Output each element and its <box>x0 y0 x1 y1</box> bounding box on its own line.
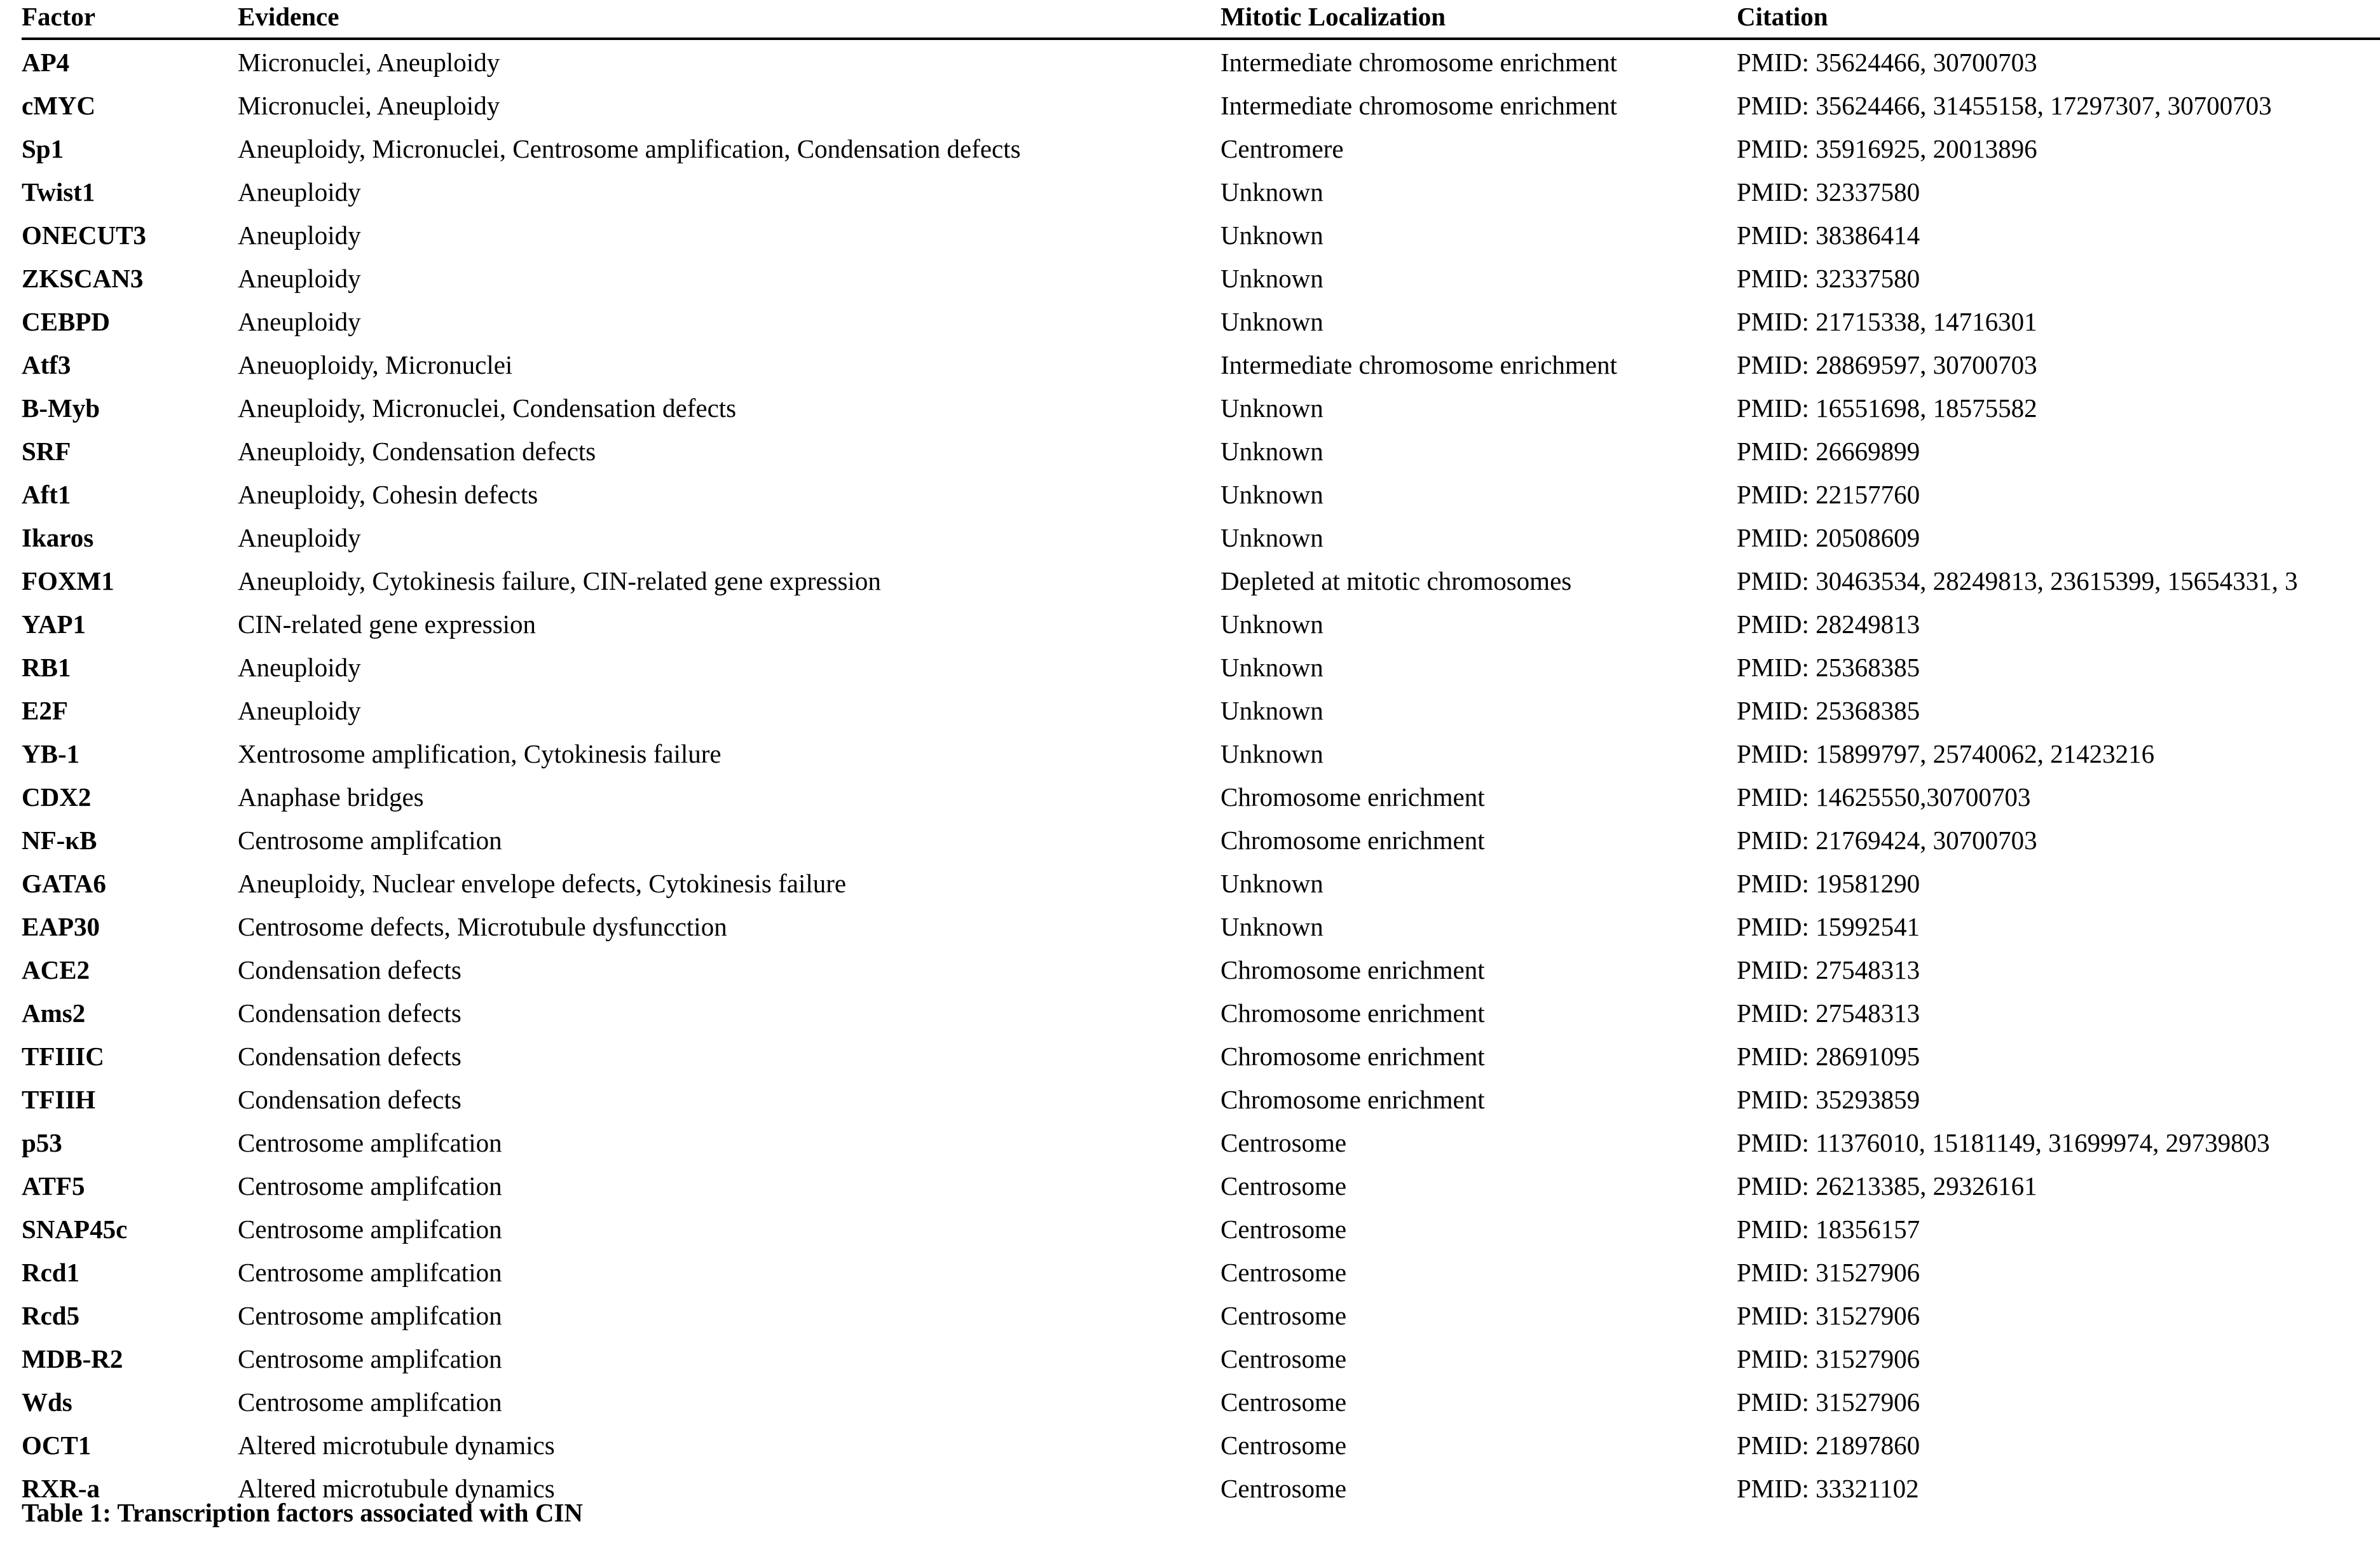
cell-evidence: Aneuploidy, Cytokinesis failure, CIN-related gene expression <box>238 566 881 596</box>
cell-mitotic-localization: Chromosome enrichment <box>1221 955 1485 984</box>
table-row <box>22 303 2380 346</box>
table-row <box>22 1254 2380 1297</box>
cell-citation <box>1737 692 2380 735</box>
citation-text: PMID: 28691095 <box>1737 1044 1920 1070</box>
table-row <box>22 562 2380 606</box>
cell-citation <box>1737 1297 2380 1340</box>
table-row <box>22 908 2380 951</box>
cell-citation <box>1737 217 2380 260</box>
cell-factor: Aft1 <box>22 480 71 509</box>
cell-mitotic-localization: Unknown <box>1221 393 1323 423</box>
citation-text: PMID: 38386414 <box>1737 222 1920 248</box>
table-row <box>22 87 2380 130</box>
citation-text: PMID: 25368385 <box>1737 655 1920 681</box>
citation-text: PMID: 35916925, 20013896 <box>1737 136 2037 162</box>
citation-text: PMID: 31527906 <box>1737 1260 1920 1286</box>
table-row <box>22 217 2380 260</box>
citation-text: PMID: 15899797, 25740062, 21423216 <box>1737 741 2155 767</box>
cell-evidence: Altered microtubule dynamics <box>238 1431 555 1460</box>
table-row <box>22 1297 2380 1340</box>
cell-mitotic-localization: Unknown <box>1221 523 1323 552</box>
citation-text: PMID: 15992541 <box>1737 914 1920 940</box>
cell-evidence: Micronuclei, Aneuploidy <box>238 48 500 77</box>
citation-text: PMID: 25368385 <box>1737 698 1920 724</box>
cell-citation <box>1737 735 2380 779</box>
cell-evidence: Xentrosome amplification, Cytokinesis failure <box>238 739 722 768</box>
cell-factor: Ikaros <box>22 523 94 552</box>
cell-evidence: Aneuploidy, Cohesin defects <box>238 480 538 509</box>
citation-text: PMID: 35624466, 30700703 <box>1737 50 2037 76</box>
table-row <box>22 1167 2380 1211</box>
column-header-evidence: Evidence <box>238 4 1221 39</box>
cell-evidence: Centrosome amplifcation <box>238 826 502 855</box>
table-row <box>22 519 2380 562</box>
cell-mitotic-localization: Unknown <box>1221 177 1323 207</box>
cell-citation <box>1737 865 2380 908</box>
cell-mitotic-localization: Chromosome enrichment <box>1221 1042 1485 1071</box>
column-header-factor: Factor <box>22 4 238 39</box>
cell-evidence: Aneuploidy <box>238 307 361 336</box>
cell-citation <box>1737 346 2380 390</box>
table-row <box>22 260 2380 303</box>
cell-evidence: Aneuploidy <box>238 696 361 725</box>
citation-text: PMID: 31527906 <box>1737 1389 1920 1415</box>
cell-factor: OCT1 <box>22 1431 92 1460</box>
table-row <box>22 433 2380 476</box>
citation-text: PMID: 16551698, 18575582 <box>1737 395 2037 421</box>
cell-factor: Rcd1 <box>22 1258 80 1287</box>
cell-factor: TFIIIC <box>22 1042 104 1071</box>
cell-citation <box>1737 951 2380 995</box>
cell-citation <box>1737 1211 2380 1254</box>
citation-text: PMID: 21769424, 30700703 <box>1737 827 2037 854</box>
cell-mitotic-localization: Chromosome enrichment <box>1221 998 1485 1028</box>
cell-factor: TFIIH <box>22 1085 96 1114</box>
citation-text: PMID: 26669899 <box>1737 439 1920 465</box>
header-double-rule <box>22 39 2380 44</box>
citation-text: PMID: 19581290 <box>1737 871 1920 897</box>
citation-text: PMID: 27548313 <box>1737 957 1920 983</box>
cell-factor: Rcd5 <box>22 1301 80 1330</box>
cell-citation <box>1737 433 2380 476</box>
citation-text: PMID: 33321102 <box>1737 1476 1919 1502</box>
cell-citation <box>1737 908 2380 951</box>
citation-text: PMID: 32337580 <box>1737 179 1920 205</box>
cell-mitotic-localization: Centrosome <box>1221 1128 1347 1157</box>
cell-citation <box>1737 390 2380 433</box>
table-row <box>22 346 2380 390</box>
table-row <box>22 735 2380 779</box>
cell-evidence: Aneuploidy <box>238 177 361 207</box>
cell-factor: SNAP45c <box>22 1215 128 1244</box>
citation-text: PMID: 21715338, 14716301 <box>1737 309 2037 335</box>
cell-factor: RB1 <box>22 653 71 682</box>
citation-text: PMID: 31527906 <box>1737 1346 1920 1372</box>
cell-citation <box>1737 1340 2380 1384</box>
cell-factor: ZKSCAN3 <box>22 264 144 293</box>
table-row <box>22 606 2380 649</box>
table-row <box>22 476 2380 519</box>
cin-transcription-factor-table <box>22 4 2380 1513</box>
cell-factor: MDB-R2 <box>22 1344 123 1373</box>
cell-factor: YAP1 <box>22 609 86 639</box>
table-row <box>22 1124 2380 1167</box>
cell-citation <box>1737 1254 2380 1297</box>
cell-factor: YB-1 <box>22 739 80 768</box>
cell-mitotic-localization: Unknown <box>1221 221 1323 250</box>
cell-citation <box>1737 562 2380 606</box>
cell-evidence: CIN-related gene expression <box>238 609 537 639</box>
cell-citation <box>1737 1470 2380 1513</box>
cell-citation <box>1737 130 2380 174</box>
cell-factor: CEBPD <box>22 307 110 336</box>
cell-citation <box>1737 87 2380 130</box>
cell-mitotic-localization: Chromosome enrichment <box>1221 826 1485 855</box>
cell-mitotic-localization: Intermediate chromosome enrichment <box>1221 350 1617 379</box>
cell-evidence: Anaphase bridges <box>238 782 424 812</box>
citation-text: PMID: 22157760 <box>1737 482 1920 508</box>
citation-text: PMID: 21897860 <box>1737 1433 1920 1459</box>
cell-mitotic-localization: Unknown <box>1221 739 1323 768</box>
cell-mitotic-localization: Centrosome <box>1221 1344 1347 1373</box>
cell-factor: ATF5 <box>22 1171 85 1201</box>
cell-evidence: Condensation defects <box>238 1042 462 1071</box>
table-row <box>22 649 2380 692</box>
table-row <box>22 692 2380 735</box>
cell-mitotic-localization: Centrosome <box>1221 1474 1347 1503</box>
column-header-citation: Citation <box>1737 4 2380 39</box>
cell-citation <box>1737 519 2380 562</box>
cell-factor: GATA6 <box>22 869 106 898</box>
cell-mitotic-localization: Intermediate chromosome enrichment <box>1221 48 1617 77</box>
cell-factor: SRF <box>22 437 71 466</box>
cell-citation <box>1737 606 2380 649</box>
cell-factor: Twist1 <box>22 177 95 207</box>
cell-mitotic-localization: Unknown <box>1221 653 1323 682</box>
cell-citation <box>1737 1167 2380 1211</box>
cell-evidence: Aneuploidy, Micronuclei, Condensation defects <box>238 393 737 423</box>
cell-factor: RXR-a <box>22 1474 100 1503</box>
cell-mitotic-localization: Centromere <box>1221 134 1344 163</box>
table-row <box>22 174 2380 217</box>
cell-mitotic-localization: Centrosome <box>1221 1431 1347 1460</box>
table-row <box>22 822 2380 865</box>
cell-factor: Atf3 <box>22 350 71 379</box>
cell-evidence: Aneuploidy, Condensation defects <box>238 437 596 466</box>
cell-mitotic-localization: Chromosome enrichment <box>1221 1085 1485 1114</box>
cell-evidence: Centrosome amplifcation <box>238 1344 502 1373</box>
table-row <box>22 1038 2380 1081</box>
cell-citation <box>1737 303 2380 346</box>
cell-mitotic-localization: Centrosome <box>1221 1215 1347 1244</box>
cell-factor: FOXM1 <box>22 566 114 596</box>
cell-citation <box>1737 1384 2380 1427</box>
cell-mitotic-localization: Unknown <box>1221 869 1323 898</box>
table-row <box>22 995 2380 1038</box>
cell-evidence: Aneuploidy, Nuclear envelope defects, Cytokinesis failure <box>238 869 847 898</box>
cell-citation <box>1737 476 2380 519</box>
citation-text: PMID: 35624466, 31455158, 17297307, 30700703 <box>1737 93 2272 119</box>
citation-text: PMID: 28869597, 30700703 <box>1737 352 2037 378</box>
citation-text: PMID: 31527906 <box>1737 1303 1920 1329</box>
cell-mitotic-localization: Unknown <box>1221 307 1323 336</box>
citation-text: PMID: 30463534, 28249813, 23615399, 15654331, 3 <box>1737 568 2298 594</box>
cell-mitotic-localization: Centrosome <box>1221 1171 1347 1201</box>
table-row <box>22 390 2380 433</box>
cell-factor: Ams2 <box>22 998 86 1028</box>
citation-text: PMID: 27548313 <box>1737 1000 1920 1026</box>
cell-mitotic-localization: Centrosome <box>1221 1387 1347 1417</box>
cell-mitotic-localization: Centrosome <box>1221 1258 1347 1287</box>
cell-factor: cMYC <box>22 91 96 120</box>
cell-factor: B-Myb <box>22 393 100 423</box>
citation-text: PMID: 20508609 <box>1737 525 1920 551</box>
cell-evidence: Centrosome defects, Microtubule dysfuncction <box>238 912 727 941</box>
cell-factor: ONECUT3 <box>22 221 146 250</box>
cell-factor: p53 <box>22 1128 62 1157</box>
cell-mitotic-localization: Unknown <box>1221 609 1323 639</box>
cell-evidence: Condensation defects <box>238 998 462 1028</box>
cell-mitotic-localization: Unknown <box>1221 480 1323 509</box>
cell-factor: CDX2 <box>22 782 92 812</box>
cell-evidence: Centrosome amplifcation <box>238 1171 502 1201</box>
table-row <box>22 44 2380 87</box>
cell-factor: AP4 <box>22 48 70 77</box>
cell-mitotic-localization: Unknown <box>1221 696 1323 725</box>
cell-evidence: Centrosome amplifcation <box>238 1301 502 1330</box>
cell-evidence: Aneuploidy <box>238 653 361 682</box>
cell-mitotic-localization: Unknown <box>1221 264 1323 293</box>
cell-evidence: Aneuploidy <box>238 264 361 293</box>
citation-text: PMID: 14625550,30700703 <box>1737 784 2031 810</box>
cell-evidence: Aneuoploidy, Micronuclei <box>238 350 513 379</box>
cell-evidence: Centrosome amplifcation <box>238 1258 502 1287</box>
cell-evidence: Altered microtubule dynamics <box>238 1474 555 1503</box>
table-row <box>22 1340 2380 1384</box>
cell-citation <box>1737 1081 2380 1124</box>
table-body <box>22 39 2380 1513</box>
cell-citation <box>1737 174 2380 217</box>
cell-citation <box>1737 44 2380 87</box>
table-caption: Table 1: Transcription factors associated with CIN <box>22 1498 584 1527</box>
table-row <box>22 130 2380 174</box>
cell-evidence: Aneuploidy <box>238 523 361 552</box>
cell-citation <box>1737 995 2380 1038</box>
cell-evidence: Condensation defects <box>238 1085 462 1114</box>
cell-evidence: Micronuclei, Aneuploidy <box>238 91 500 120</box>
column-header-mitotic-localization: Mitotic Localization <box>1221 4 1737 39</box>
cell-factor: EAP30 <box>22 912 100 941</box>
cell-citation <box>1737 822 2380 865</box>
cell-mitotic-localization: Unknown <box>1221 437 1323 466</box>
cell-factor: Wds <box>22 1387 72 1417</box>
table-row <box>22 1211 2380 1254</box>
cell-factor: ACE2 <box>22 955 90 984</box>
cell-evidence: Centrosome amplifcation <box>238 1128 502 1157</box>
cell-evidence: Condensation defects <box>238 955 462 984</box>
cell-citation <box>1737 1038 2380 1081</box>
table-row <box>22 1384 2380 1427</box>
cell-evidence: Aneuploidy <box>238 221 361 250</box>
table-row <box>22 779 2380 822</box>
table-row <box>22 865 2380 908</box>
cell-citation <box>1737 649 2380 692</box>
cell-citation <box>1737 260 2380 303</box>
table-row <box>22 1427 2380 1470</box>
cell-evidence: Centrosome amplifcation <box>238 1215 502 1244</box>
citation-text: PMID: 28249813 <box>1737 611 1920 637</box>
cell-mitotic-localization: Centrosome <box>1221 1301 1347 1330</box>
table-row <box>22 1081 2380 1124</box>
citation-text: PMID: 35293859 <box>1737 1087 1920 1113</box>
citation-text: PMID: 11376010, 15181149, 31699974, 29739803 <box>1737 1130 2270 1156</box>
cell-evidence: Aneuploidy, Micronuclei, Centrosome amplification, Condensation defects <box>238 134 1021 163</box>
table-header <box>22 4 2380 39</box>
cell-mitotic-localization: Depleted at mitotic chromosomes <box>1221 566 1572 596</box>
citation-text: PMID: 32337580 <box>1737 266 1920 292</box>
cell-factor: E2F <box>22 696 68 725</box>
citation-text: PMID: 26213385, 29326161 <box>1737 1173 2037 1199</box>
cell-mitotic-localization: Unknown <box>1221 912 1323 941</box>
cell-factor: Sp1 <box>22 134 64 163</box>
cell-mitotic-localization: Chromosome enrichment <box>1221 782 1485 812</box>
citation-text: PMID: 18356157 <box>1737 1216 1920 1242</box>
cell-mitotic-localization: Intermediate chromosome enrichment <box>1221 91 1617 120</box>
header-rule-line <box>22 39 2380 44</box>
table-row <box>22 951 2380 995</box>
cell-factor: NF-κB <box>22 826 97 855</box>
cell-citation <box>1737 1427 2380 1470</box>
cell-citation <box>1737 779 2380 822</box>
cell-citation <box>1737 1124 2380 1167</box>
cell-evidence: Centrosome amplifcation <box>238 1387 502 1417</box>
